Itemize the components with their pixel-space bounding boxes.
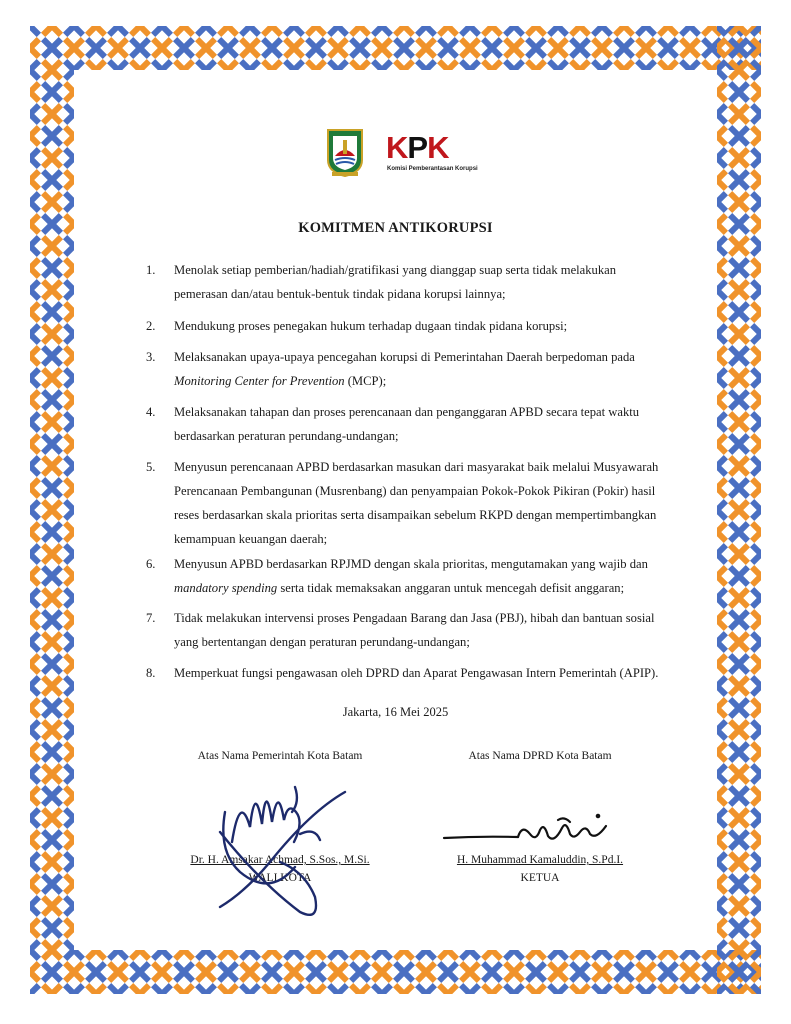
- item-line: reses berdasarkan skala prioritas serta disampaikan sebelum RKPD dengan mempertimbangkan: [174, 508, 657, 522]
- batam-city-crest-logo: [326, 128, 364, 178]
- decorative-border-top: [30, 26, 761, 70]
- item-text: [174, 661, 662, 685]
- item-text: [174, 552, 662, 600]
- item-number: 7.: [146, 611, 156, 625]
- item-line: Tidak melakukan intervensi proses Pengadaan Barang dan Jasa (PBJ), hibah dan bantuan sosial: [174, 611, 655, 625]
- item-number: 3.: [146, 350, 156, 364]
- item-number: 5.: [146, 460, 156, 474]
- item-text: [174, 606, 662, 654]
- item-number: 6.: [146, 557, 156, 571]
- item-line: [174, 576, 662, 600]
- decorative-border-bottom: [30, 950, 761, 994]
- signature-mark: [200, 772, 360, 922]
- item-number: 2.: [146, 319, 156, 333]
- signatory-name: H. Muhammad Kamaluddin, S.Pd.I.: [456, 854, 624, 866]
- item-number: 1.: [146, 263, 156, 277]
- item-number: 8.: [146, 666, 156, 680]
- item-text: [174, 345, 662, 393]
- item-text: [174, 400, 662, 448]
- kpk-logo-subtitle: Komisi Pemberantasan Korupsi: [387, 166, 478, 172]
- on-behalf-label: Atas Nama DPRD Kota Batam: [468, 750, 612, 762]
- item-line: Memperkuat fungsi pengawasan oleh DPRD dan Aparat Pengawasan Intern Pemerintah (APIP).: [174, 666, 659, 680]
- item-line: [174, 369, 662, 393]
- item-italic-text: Monitoring Center for Prevention: [174, 374, 345, 388]
- item-line: Melaksanakan tahapan dan proses perencanaan dan penganggaran APBD secara tepat waktu: [174, 405, 640, 419]
- item-line: Melaksanakan upaya-upaya pencegahan korupsi di Pemerintahan Daerah berpedoman pada: [174, 350, 635, 364]
- item-line: Menolak setiap pemberian/hadiah/gratifikasi yang dianggap suap serta tidak melakukan: [174, 263, 617, 277]
- item-text-tail: (MCP);: [344, 374, 387, 388]
- signatory-position: KETUA: [520, 872, 560, 884]
- document-title: KOMITMEN ANTIKORUPSI: [298, 220, 493, 236]
- item-line: pemerasan dan/atau bentuk-bentuk tindak pidana korupsi lainnya;: [174, 287, 506, 301]
- item-line: Perencanaan Pembangunan (Musrenbang) dan penyampaian Pokok-Pokok Pikiran (Pokir) hasil: [174, 484, 656, 498]
- decorative-border-right: [717, 26, 761, 994]
- item-text-tail: serta tidak memaksakan anggaran untuk mencegah defisit anggaran;: [277, 581, 625, 595]
- item-italic-text: mandatory spending: [174, 581, 278, 595]
- item-line: Mendukung proses penegakan hukum terhadap dugaan tindak pidana korupsi;: [174, 319, 568, 333]
- item-line: kemampuan keuangan daerah;: [174, 532, 328, 546]
- place-and-date: Jakarta, 16 Mei 2025: [342, 705, 449, 719]
- decorative-border-left: [30, 26, 74, 994]
- item-line: yang bertentangan dengan peraturan perundang-undangan;: [174, 635, 470, 649]
- signatory-right: [430, 750, 650, 884]
- item-text: [174, 314, 662, 338]
- item-number: 4.: [146, 405, 156, 419]
- on-behalf-label: Atas Nama Pemerintah Kota Batam: [197, 750, 363, 762]
- item-line: Menyusun APBD berdasarkan RPJMD dengan skala prioritas, mengutamakan yang wajib dan: [174, 557, 648, 571]
- item-text: [174, 455, 662, 551]
- signatory-position: WALI KOTA: [248, 872, 312, 884]
- signature-mark: [440, 810, 640, 854]
- kpk-logo: [386, 132, 506, 172]
- signatory-name: Dr. H. Amsakar Achmad, S.Sos., M.Si.: [190, 854, 370, 866]
- kpk-logo-wordmark: KPK: [386, 130, 449, 165]
- item-text: [174, 258, 662, 306]
- item-line: Menyusun perencanaan APBD berdasarkan masukan dari masyarakat baik melalui Musyawarah: [174, 460, 659, 474]
- item-line: berdasarkan peraturan perundang-undangan;: [174, 429, 399, 443]
- signatory-left: [170, 750, 390, 884]
